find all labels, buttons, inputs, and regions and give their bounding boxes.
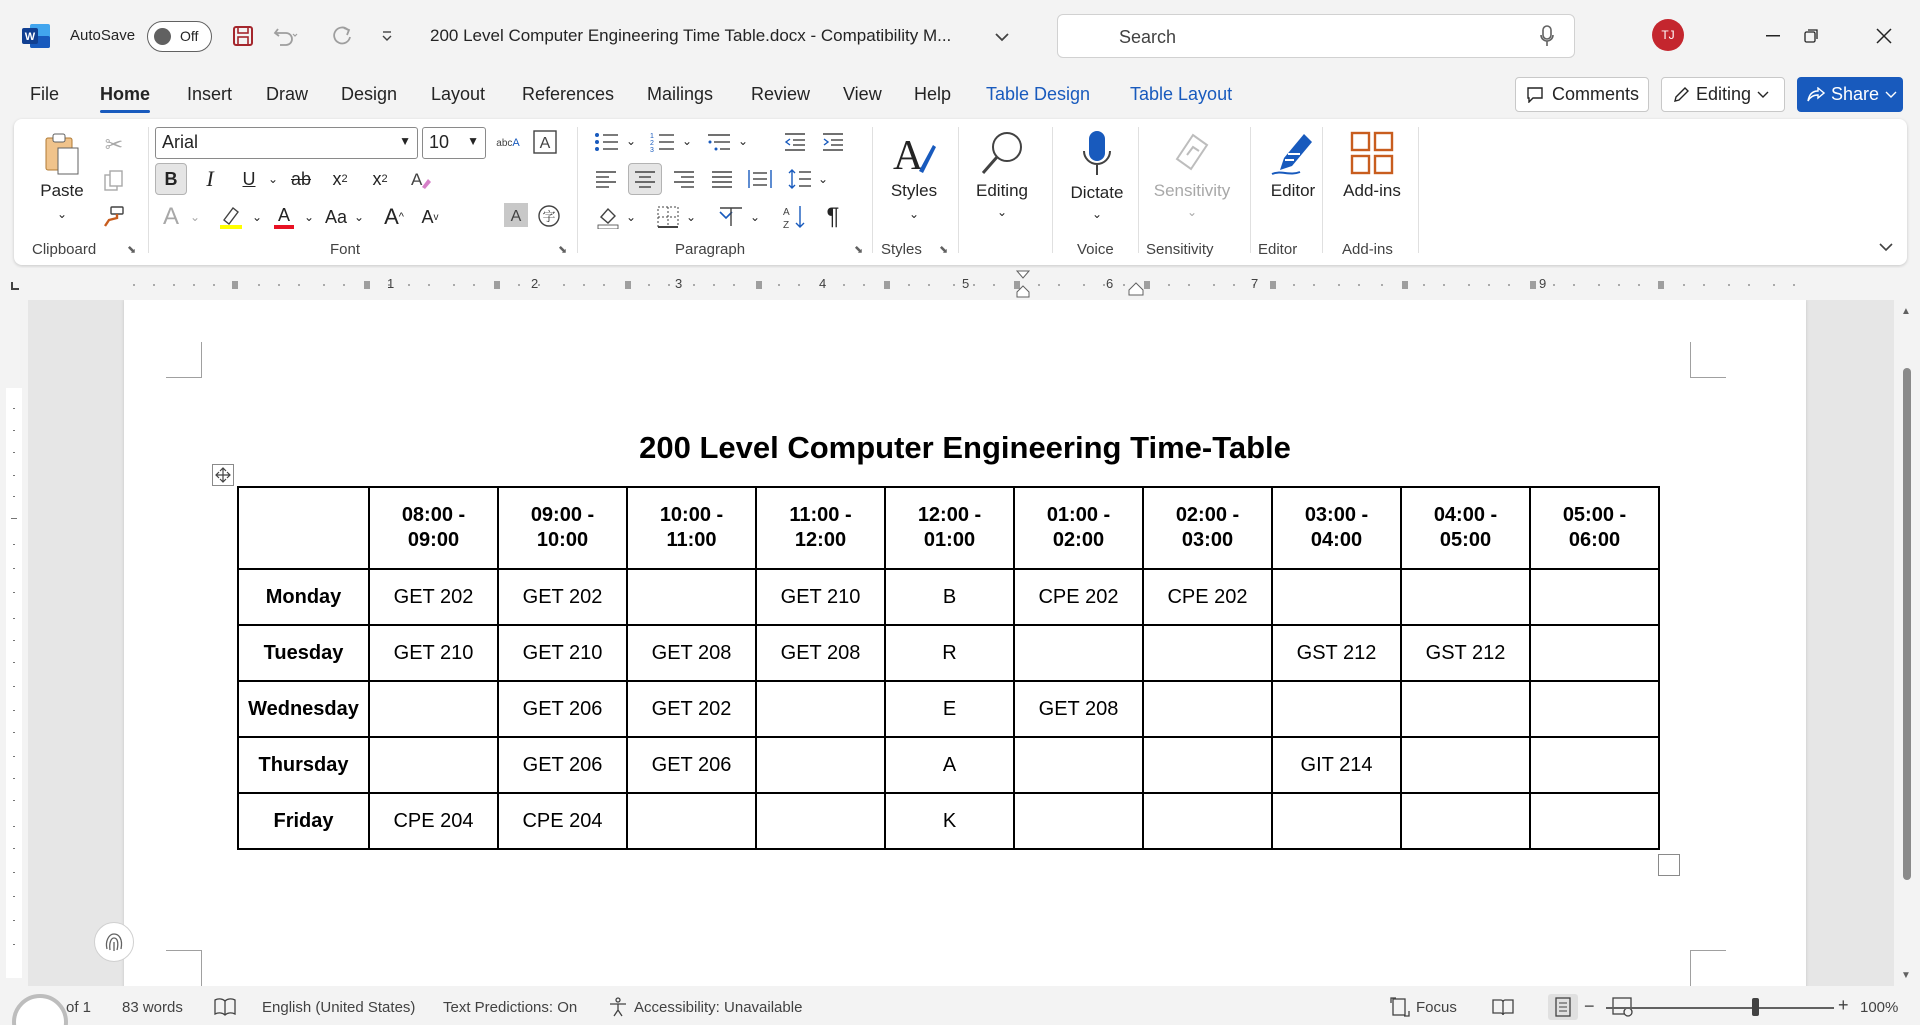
course-cell[interactable] [369, 681, 498, 737]
focus-label[interactable]: Focus [1416, 999, 1457, 1016]
title-bar [0, 0, 1920, 74]
highlighter-icon[interactable] [214, 201, 248, 233]
svg-text:A: A [277, 205, 291, 225]
tab-home[interactable]: Home [100, 84, 151, 104]
corner-cell[interactable] [238, 487, 369, 569]
time-slot-header[interactable]: 04:00 - 05:00 [1401, 487, 1530, 569]
dictate-microphone-icon[interactable] [1075, 127, 1119, 181]
time-slot-header[interactable]: 12:00 - 01:00 [885, 487, 1014, 569]
add-ins-label[interactable]: Add-ins [1343, 181, 1401, 200]
format-painter-icon[interactable] [100, 203, 128, 231]
course-cell[interactable] [1530, 681, 1659, 737]
scroll-down-icon[interactable]: ▼ [1901, 970, 1911, 981]
editor-pen-icon[interactable] [1268, 127, 1318, 181]
course-cell[interactable]: CPE 202 [1143, 569, 1272, 625]
day-cell[interactable]: Friday [238, 793, 369, 849]
share-label: Share [1831, 84, 1880, 104]
distributed-icon[interactable] [744, 163, 776, 195]
course-cell[interactable] [1530, 625, 1659, 681]
time-slot-header[interactable]: 10:00 - 11:00 [627, 487, 756, 569]
day-cell[interactable]: Thursday [238, 737, 369, 793]
course-cell[interactable] [627, 793, 756, 849]
bullets-icon[interactable] [590, 127, 624, 157]
asian-layout-icon[interactable] [714, 201, 748, 233]
ruler-number: 7 [1251, 276, 1259, 291]
zoom-slider[interactable] [1606, 1007, 1834, 1009]
editing-label[interactable]: Editing [976, 181, 1028, 200]
numbering-icon[interactable] [646, 127, 680, 157]
copy-icon[interactable] [100, 167, 128, 195]
editing-mode-button[interactable] [1661, 77, 1785, 112]
enclose-characters-icon[interactable] [534, 201, 564, 231]
multilevel-list-icon[interactable] [702, 127, 736, 157]
horizontal-ruler[interactable] [0, 268, 1920, 298]
tab-selector-icon[interactable] [10, 278, 20, 288]
sensitivity-icon[interactable] [1164, 125, 1220, 179]
chevron-down-icon[interactable] [987, 21, 1017, 53]
course-cell[interactable] [1530, 737, 1659, 793]
ruler-number: 3 [675, 276, 683, 291]
ruler-number: 6 [1106, 276, 1114, 291]
scrollbar-thumb[interactable] [1903, 368, 1911, 880]
comments-button[interactable] [1515, 77, 1649, 112]
svg-text:Z: Z [783, 220, 790, 230]
course-cell[interactable] [1272, 569, 1401, 625]
course-cell[interactable]: GET 208 [627, 625, 756, 681]
course-cell[interactable]: GET 206 [498, 681, 627, 737]
course-cell[interactable]: GET 202 [498, 569, 627, 625]
table-row [238, 569, 1659, 625]
search-input[interactable] [1057, 14, 1575, 58]
time-slot-header[interactable]: 05:00 - 06:00 [1530, 487, 1659, 569]
course-cell[interactable]: CPE 204 [369, 793, 498, 849]
word-app-icon[interactable] [22, 24, 50, 48]
microphone-icon[interactable] [1540, 25, 1554, 50]
time-slot-header[interactable]: 08:00 - 09:00 [369, 487, 498, 569]
day-cell[interactable]: Wednesday [238, 681, 369, 737]
time-slot-header[interactable]: 09:00 - 10:00 [498, 487, 627, 569]
strikethrough-button[interactable]: ab [290, 168, 312, 189]
dialog-launcher-icon[interactable]: ⬊ [939, 244, 949, 256]
course-cell[interactable]: CPE 204 [498, 793, 627, 849]
course-cell[interactable] [756, 793, 885, 849]
font-size-value: 10 [429, 132, 450, 152]
ruler-number: 9 [1539, 276, 1547, 291]
customize-quick-access-icon[interactable] [372, 20, 402, 52]
chevron-down-icon[interactable]: ⌄ [625, 210, 637, 224]
course-cell[interactable]: GET 206 [498, 737, 627, 793]
text-predictions-status[interactable]: Text Predictions: On [443, 999, 578, 1016]
chevron-down-icon: ▼ [399, 134, 411, 148]
line-spacing-icon[interactable] [784, 163, 816, 195]
pencil-icon [1672, 86, 1690, 104]
increase-indent-icon[interactable] [818, 127, 848, 157]
svg-text:A: A [510, 208, 522, 225]
page-count[interactable]: of 1 [66, 999, 92, 1016]
chevron-down-icon[interactable]: ⌄ [737, 134, 749, 148]
ruler-number: 1 [387, 276, 395, 291]
course-cell[interactable]: E [885, 681, 1014, 737]
timetable[interactable] [237, 486, 1660, 850]
dialog-launcher-icon[interactable]: ⬊ [127, 244, 137, 256]
zoom-out-icon[interactable]: − [1584, 996, 1595, 1016]
margin-corner [166, 950, 202, 986]
ruler-number: 4 [819, 276, 827, 291]
table-row [238, 737, 1659, 793]
course-cell[interactable]: GST 212 [1401, 625, 1530, 681]
tab-file[interactable]: File [30, 84, 60, 104]
paste-label[interactable]: Paste [40, 181, 84, 200]
time-slot-header[interactable]: 03:00 - 04:00 [1272, 487, 1401, 569]
svg-text:3: 3 [650, 147, 654, 153]
align-right-icon[interactable] [668, 163, 700, 195]
chevron-down-icon: ▼ [467, 134, 479, 148]
accessibility-status[interactable]: Accessibility: Unavailable [634, 999, 803, 1016]
styles-label[interactable]: Styles [890, 181, 938, 200]
course-cell[interactable] [1272, 793, 1401, 849]
course-cell[interactable] [1401, 737, 1530, 793]
course-cell[interactable] [756, 737, 885, 793]
avatar[interactable]: TJ [1652, 19, 1684, 51]
font-size-select[interactable] [422, 127, 486, 159]
clipboard-group-label: Clipboard [32, 241, 97, 258]
shading-icon[interactable] [592, 201, 624, 233]
find-magnifier-icon[interactable] [972, 127, 1032, 181]
chevron-down-icon[interactable]: ⌄ [817, 172, 829, 186]
course-cell[interactable]: GET 210 [369, 625, 498, 681]
course-cell[interactable]: B [885, 569, 1014, 625]
chevron-down-icon[interactable]: ⌄ [1186, 205, 1198, 219]
web-layout-icon[interactable] [1612, 997, 1634, 1021]
course-cell[interactable] [627, 569, 756, 625]
character-shading-icon[interactable] [502, 201, 530, 229]
svg-text:字: 字 [542, 209, 556, 224]
course-cell[interactable]: GET 202 [369, 569, 498, 625]
margin-corner [1690, 342, 1726, 378]
course-cell[interactable]: GET 208 [1014, 681, 1143, 737]
show-formatting-marks-icon[interactable]: ¶ [826, 203, 840, 230]
language-status[interactable]: English (United States) [262, 999, 416, 1016]
shrink-font-label: A [421, 206, 434, 227]
chevron-down-icon[interactable]: ⌄ [681, 134, 693, 148]
tab-table-layout[interactable]: Table Layout [1130, 84, 1233, 104]
course-cell[interactable] [1143, 681, 1272, 737]
chevron-down-icon[interactable]: ⌄ [251, 210, 263, 224]
svg-text:A: A [411, 170, 423, 189]
change-case-button[interactable]: Aa [324, 206, 348, 227]
share-button[interactable] [1797, 77, 1903, 112]
grow-font-button[interactable]: A ^ [384, 204, 404, 229]
dictate-label[interactable]: Dictate [1070, 183, 1124, 202]
course-cell[interactable]: R [885, 625, 1014, 681]
change-case-abc-icon[interactable]: abc A [496, 137, 520, 149]
course-cell[interactable] [1014, 625, 1143, 681]
svg-text:A: A [893, 133, 924, 179]
course-cell[interactable] [1143, 793, 1272, 849]
autosave-state: Off [180, 28, 199, 44]
font-color-icon[interactable] [268, 201, 300, 233]
course-cell[interactable] [756, 681, 885, 737]
svg-text:A: A [783, 207, 790, 218]
course-cell[interactable]: GET 202 [627, 681, 756, 737]
share-icon [1807, 87, 1825, 103]
tab-references[interactable]: References [522, 84, 615, 104]
toggle-knob [154, 28, 171, 45]
tab-view[interactable]: View [843, 84, 882, 104]
course-cell[interactable] [1401, 793, 1530, 849]
autosave-toggle[interactable] [147, 21, 212, 52]
document-heading[interactable]: 200 Level Computer Engineering Time-Table [639, 430, 1291, 465]
course-cell[interactable]: GET 210 [756, 569, 885, 625]
text-effects-outline-icon[interactable]: A [162, 203, 179, 230]
paragraph-group-label: Paragraph [675, 241, 746, 258]
paste-icon[interactable] [40, 131, 84, 177]
comment-icon [1526, 87, 1544, 103]
right-indent-marker-icon[interactable] [1128, 282, 1144, 296]
dialog-launcher-icon[interactable]: ⬊ [854, 244, 864, 256]
ribbon-tabs [0, 74, 1920, 116]
chevron-down-icon[interactable]: ⌄ [353, 210, 365, 224]
time-slot-header[interactable]: 02:00 - 03:00 [1143, 487, 1272, 569]
subscript-label: x [332, 168, 342, 189]
document-title[interactable]: 200 Level Computer Engineering Time Table.docx - Compatibility M... [430, 26, 952, 45]
course-cell[interactable] [1143, 737, 1272, 793]
time-slot-header[interactable]: 01:00 - 02:00 [1014, 487, 1143, 569]
course-cell[interactable]: GET 206 [627, 737, 756, 793]
text-effects-icon[interactable] [530, 127, 560, 157]
read-mode-icon[interactable] [1492, 997, 1514, 1021]
close-icon[interactable] [1861, 20, 1907, 52]
word-count[interactable]: 83 words [122, 999, 183, 1016]
chevron-down-icon[interactable]: ⌄ [908, 207, 920, 221]
sort-icon[interactable] [780, 201, 810, 233]
course-cell[interactable]: GET 208 [756, 625, 885, 681]
divider [872, 127, 873, 253]
align-center-icon[interactable] [628, 163, 662, 195]
ruler-number: 5 [962, 276, 970, 291]
chevron-down-icon[interactable]: ⌄ [303, 210, 315, 224]
comments-label: Comments [1552, 84, 1640, 104]
svg-text:A: A [539, 135, 551, 152]
chevron-down-icon[interactable]: ⌄ [1091, 207, 1103, 221]
vertical-ruler[interactable] [0, 300, 28, 990]
bold-button[interactable]: B [155, 163, 187, 195]
tab-table-design[interactable]: Table Design [986, 84, 1091, 104]
autosave-label: AutoSave [70, 27, 136, 44]
day-cell[interactable]: Monday [238, 569, 369, 625]
tab-insert[interactable]: Insert [187, 84, 233, 104]
ribbon-panel [14, 119, 1907, 265]
chevron-down-icon[interactable]: ⌄ [189, 210, 201, 224]
undo-icon[interactable] [270, 20, 300, 52]
font-group-label: Font [330, 241, 361, 258]
dialog-launcher-icon[interactable]: ⬊ [558, 244, 568, 256]
chevron-down-icon[interactable]: ⌄ [749, 210, 761, 224]
proofing-book-icon[interactable] [214, 998, 236, 1020]
table-row [238, 681, 1659, 737]
divider [958, 127, 959, 253]
divider [1418, 127, 1419, 253]
editor-label[interactable]: Editor [1270, 181, 1316, 200]
sensitivity-label[interactable]: Sensitivity [1153, 181, 1231, 200]
superscript-button[interactable]: x 2 [372, 168, 388, 189]
time-slot-header[interactable]: 11:00 - 12:00 [756, 487, 885, 569]
document-page[interactable] [124, 300, 1806, 986]
styles-icon[interactable] [889, 129, 939, 181]
table-row [238, 625, 1659, 681]
divider [1052, 127, 1053, 253]
tab-layout[interactable]: Layout [431, 84, 486, 104]
underline-button[interactable]: U [242, 168, 256, 189]
sensitivity-group-label: Sensitivity [1146, 241, 1214, 258]
margin-corner [166, 342, 202, 378]
course-cell[interactable] [1014, 737, 1143, 793]
tab-design[interactable]: Design [341, 84, 398, 104]
svg-text:W: W [24, 31, 36, 43]
add-ins-icon[interactable] [1346, 127, 1398, 179]
voice-group-label: Voice [1077, 241, 1114, 258]
chevron-down-icon [1885, 91, 1897, 99]
divider [577, 127, 578, 253]
zoom-slider-thumb[interactable] [1752, 998, 1759, 1016]
subscript-button[interactable]: x 2 [332, 168, 348, 189]
status-bar [0, 990, 1920, 1025]
course-cell[interactable] [369, 737, 498, 793]
redo-icon[interactable] [327, 20, 357, 52]
fingerprint-icon[interactable] [94, 922, 134, 962]
divider [1322, 127, 1323, 253]
vertical-scrollbar[interactable] [1894, 300, 1920, 990]
ruler-number: 2 [531, 276, 539, 291]
course-cell[interactable] [1014, 793, 1143, 849]
chevron-down-icon[interactable]: ⌄ [625, 134, 637, 148]
table-header-row [238, 487, 1659, 569]
course-cell[interactable] [1530, 569, 1659, 625]
align-left-icon[interactable] [590, 163, 622, 195]
divider [148, 127, 149, 253]
tab-draw[interactable]: Draw [266, 84, 309, 104]
italic-button[interactable]: I [206, 166, 214, 191]
course-cell[interactable]: K [885, 793, 1014, 849]
table-row [238, 793, 1659, 849]
superscript-label: x [372, 168, 382, 189]
editor-group-label: Editor [1258, 241, 1298, 258]
chevron-down-icon[interactable]: ⌄ [267, 172, 279, 186]
font-name-select[interactable] [155, 127, 418, 159]
editing-label: Editing [1696, 84, 1752, 104]
shrink-font-button[interactable]: A v [421, 206, 439, 227]
course-cell[interactable] [1272, 681, 1401, 737]
focus-icon[interactable] [1390, 997, 1410, 1021]
indent-marker-icon[interactable] [1016, 270, 1030, 298]
scroll-up-icon[interactable]: ▲ [1901, 306, 1911, 317]
accessibility-icon[interactable] [607, 997, 629, 1021]
document-canvas[interactable] [28, 300, 1894, 986]
svg-text:1: 1 [650, 133, 654, 140]
chevron-down-icon[interactable]: ⌄ [56, 207, 68, 221]
add-ins-group-label: Add-ins [1342, 241, 1393, 258]
svg-text:2: 2 [650, 140, 654, 147]
decrease-indent-icon[interactable] [780, 127, 810, 157]
zoom-in-icon[interactable]: + [1838, 995, 1849, 1015]
styles-group-label: Styles [881, 241, 922, 258]
cut-icon[interactable]: ✂ [104, 132, 124, 157]
chevron-down-icon [1757, 91, 1769, 99]
tab-mailings[interactable]: Mailings [647, 84, 714, 104]
course-cell[interactable] [1401, 569, 1530, 625]
zoom-level[interactable]: 100% [1860, 999, 1899, 1016]
print-layout-icon[interactable] [1548, 994, 1578, 1020]
day-cell[interactable]: Tuesday [238, 625, 369, 681]
restore-icon[interactable] [1788, 20, 1834, 52]
table-move-handle-icon[interactable] [212, 464, 234, 486]
tab-review[interactable]: Review [751, 84, 811, 104]
save-icon[interactable] [228, 20, 258, 52]
divider [1250, 127, 1251, 253]
chevron-down-icon[interactable]: ⌄ [996, 205, 1008, 219]
margin-corner [1690, 950, 1726, 986]
course-cell[interactable] [1143, 625, 1272, 681]
course-cell[interactable]: CPE 202 [1014, 569, 1143, 625]
borders-icon[interactable] [652, 201, 684, 233]
table-resize-handle[interactable] [1658, 854, 1680, 876]
font-name-value: Arial [162, 132, 199, 152]
search-placeholder: Search [1119, 27, 1177, 47]
course-cell[interactable] [1530, 793, 1659, 849]
clear-formatting-icon[interactable] [404, 163, 436, 195]
grammarly-icon[interactable] [12, 994, 68, 1025]
grow-font-label: A [384, 204, 399, 229]
course-cell[interactable]: GIT 214 [1272, 737, 1401, 793]
course-cell[interactable] [1401, 681, 1530, 737]
course-cell[interactable]: GST 212 [1272, 625, 1401, 681]
collapse-ribbon-icon[interactable] [1876, 237, 1896, 257]
tab-help[interactable]: Help [914, 84, 952, 104]
chevron-down-icon[interactable]: ⌄ [685, 210, 697, 224]
justify-icon[interactable] [706, 163, 738, 195]
course-cell[interactable]: A [885, 737, 1014, 793]
course-cell[interactable]: GET 210 [498, 625, 627, 681]
